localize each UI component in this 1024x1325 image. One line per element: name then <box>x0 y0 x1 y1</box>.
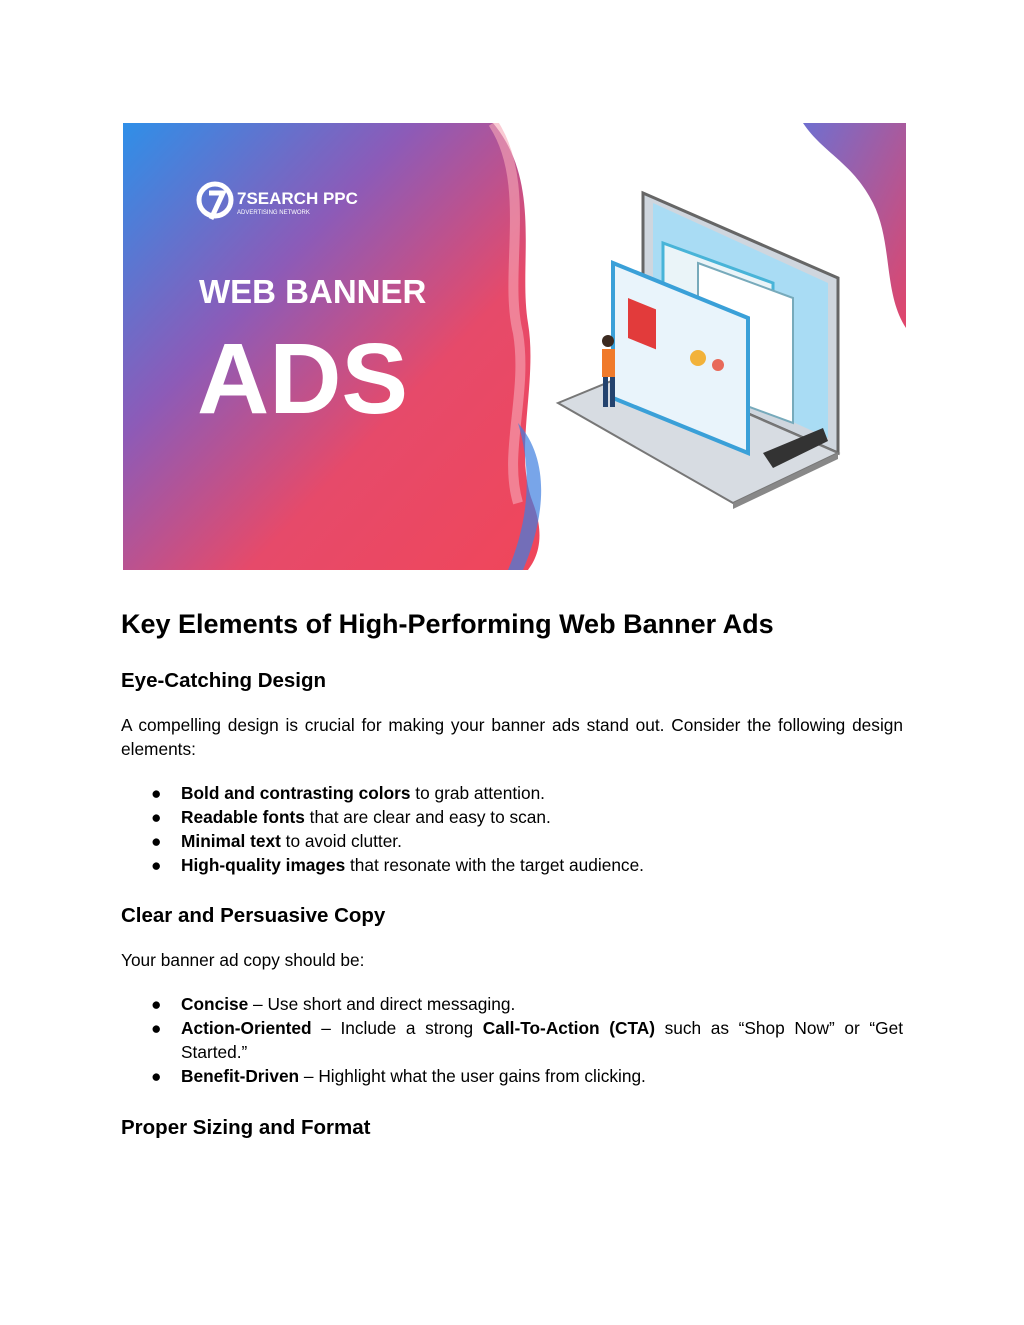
bullet-icon: ● <box>151 807 162 827</box>
list-item: ● Minimal text to avoid clutter. <box>151 831 402 851</box>
section-heading-eye-catching-design: Eye-Catching Design <box>121 669 327 692</box>
banner-line-1: WEB BANNER <box>199 273 427 310</box>
article-content <box>121 606 903 1142</box>
banner-line-2: ADS <box>197 323 409 435</box>
bullet-icon: ● <box>151 855 162 875</box>
section-heading-clear-copy: Clear and Persuasive Copy <box>121 904 386 927</box>
list-item: ● Bold and contrasting colors to grab attention. <box>151 783 545 803</box>
list-item: ● Action-Oriented – Include a strong Call-To-Action (CTA) such as “Shop Now” or “Get Started.” <box>151 1018 904 1062</box>
bullet-icon: ● <box>151 1066 162 1086</box>
bullet-icon: ● <box>151 994 162 1014</box>
list-item: ● High-quality images that resonate with the target audience. <box>151 855 644 875</box>
copy-guidelines-list <box>121 992 903 1088</box>
bullet-icon: ● <box>151 783 162 803</box>
banner-logo-text: 7SEARCH PPC <box>237 189 358 208</box>
banner-logo-subtext: ADVERTISING NETWORK <box>237 210 310 216</box>
bullet-icon: ● <box>151 1018 162 1038</box>
section-intro-design: A compelling design is crucial for making your banner ads stand out. Consider the following design elements: <box>121 715 903 759</box>
hero-banner-image <box>123 123 906 570</box>
section-intro-copy: Your banner ad copy should be: <box>121 950 365 970</box>
section-heading-sizing-format: Proper Sizing and Format <box>121 1116 371 1139</box>
list-item: ● Readable fonts that are clear and easy to scan. <box>151 807 551 827</box>
bullet-icon: ● <box>151 831 162 851</box>
page-title: Key Elements of High-Performing Web Banner Ads <box>121 609 774 639</box>
design-elements-list <box>121 781 903 877</box>
laptop-illustration <box>558 193 838 509</box>
list-item: ● Concise – Use short and direct messaging. <box>151 994 516 1014</box>
list-item: ● Benefit-Driven – Highlight what the user gains from clicking. <box>151 1066 646 1086</box>
